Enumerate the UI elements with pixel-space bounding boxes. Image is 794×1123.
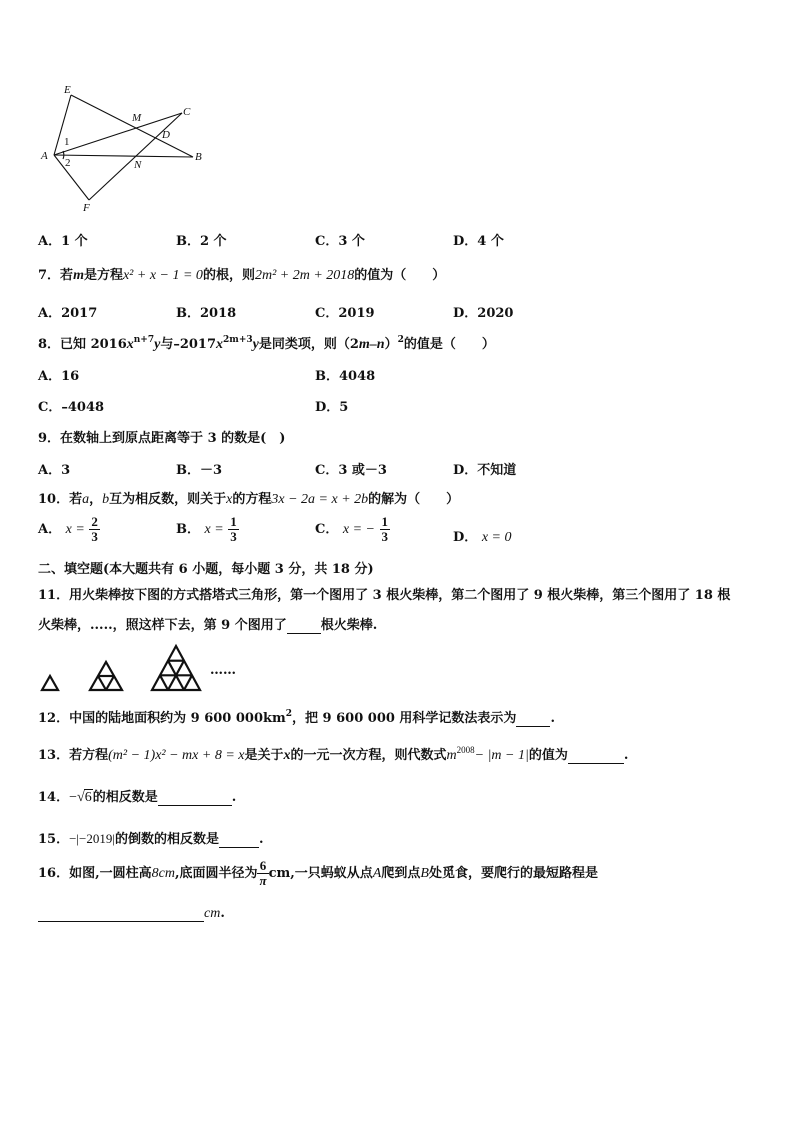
q7-equation: x² + x − 1 = 0 xyxy=(122,268,203,283)
q10-option-b-denominator: 3 xyxy=(230,529,237,544)
triangle-figure-1 xyxy=(42,676,58,690)
q6-option-a[interactable]: A．1 个 xyxy=(38,234,88,249)
q16-text-a: 如图,一圆柱高 xyxy=(69,866,152,881)
q10-text-pre: 若 xyxy=(69,492,83,507)
q9-option-a[interactable]: A．3 xyxy=(38,463,71,478)
q9-option-c[interactable]: C．3 或－3 xyxy=(315,463,387,478)
q10-var-b: b xyxy=(102,492,110,507)
q13-expr-rest: − |m − 1| xyxy=(474,748,529,763)
label-F: F xyxy=(83,202,90,214)
q8-option-b[interactable]: B．4048 xyxy=(315,369,376,384)
q8-number: 8． xyxy=(38,337,61,352)
q16-answer-blank[interactable] xyxy=(38,906,204,922)
label-D: D xyxy=(162,129,170,141)
q16-number: 16． xyxy=(38,866,70,881)
q7-var-m: m xyxy=(73,268,84,283)
q14-text-post: 的相反数是 xyxy=(92,790,158,805)
q8-square: 2 xyxy=(397,335,404,345)
triangle-figure-3 xyxy=(152,646,200,690)
q13-text-pre: 若方程 xyxy=(69,748,109,763)
q8-text-b: 与–2017 xyxy=(160,337,217,352)
q9-option-b[interactable]: B．－3 xyxy=(176,463,223,478)
q8-stem xyxy=(38,333,495,353)
q11-line2-b: 根火柴棒. xyxy=(320,618,378,633)
q9-option-d[interactable]: D．不知道 xyxy=(453,463,517,478)
q16-radius-numerator: 6 xyxy=(257,859,268,874)
q16-text-b: ,底面圆半径为 xyxy=(174,866,258,881)
geometry-figure xyxy=(36,82,216,217)
q15-text-post: 的倒数的相反数是 xyxy=(114,832,219,847)
q15-number: 15． xyxy=(38,832,70,847)
q16-text-e: 处觅食，要爬行的最短路程是 xyxy=(428,866,598,881)
q7-option-c[interactable]: C．2019 xyxy=(315,306,375,321)
q14-number: 14． xyxy=(38,790,70,805)
q13-end: . xyxy=(623,748,629,763)
q8-y1: y xyxy=(154,337,161,352)
q7-option-a[interactable]: A．2017 xyxy=(38,306,98,321)
q14-stem xyxy=(38,786,236,806)
q13-answer-blank[interactable] xyxy=(568,748,624,764)
q10-option-a-numerator: 2 xyxy=(91,514,98,529)
q10-number: 10． xyxy=(38,492,70,507)
q14-radicand: 6 xyxy=(84,790,92,805)
q7-number: 7． xyxy=(38,268,61,283)
q10-text-post: 的解为（ ） xyxy=(368,492,460,507)
q13-expr-base: m xyxy=(446,748,457,763)
q11-line2 xyxy=(38,614,377,634)
q8-x2: x xyxy=(216,337,224,352)
q10-var-x: x xyxy=(226,492,233,507)
q13-text-mid1: 是关于 xyxy=(244,748,284,763)
q10-stem xyxy=(38,488,459,508)
label-M: M xyxy=(132,112,142,124)
label-A: A xyxy=(41,150,48,162)
q8-mn: m–n xyxy=(358,337,385,352)
q16-radius-denominator: π xyxy=(259,873,267,888)
q7-text-post: 的值为（ ） xyxy=(354,268,446,283)
q10-sep: ， xyxy=(89,492,103,507)
q14-end: . xyxy=(231,790,237,805)
q8-text-e: 的值是（ ） xyxy=(403,337,495,352)
label-B: B xyxy=(195,151,202,163)
q10-option-a-label: A． xyxy=(38,522,62,537)
q11-answer-blank[interactable] xyxy=(287,618,321,634)
q10-option-c[interactable] xyxy=(315,515,390,544)
q8-text-d: ） xyxy=(384,337,398,352)
q8-text-a: 已知 2016 xyxy=(60,337,127,352)
sqrt-sign-icon: √ xyxy=(77,790,85,805)
q8-exp1: n+7 xyxy=(133,335,155,345)
q7-option-d[interactable]: D．2020 xyxy=(453,306,514,321)
q6-option-c[interactable]: C．3 个 xyxy=(315,234,365,249)
q10-var-a: a xyxy=(82,492,90,507)
q8-y2: y xyxy=(252,337,259,352)
q10-option-c-numerator: 1 xyxy=(381,514,389,529)
q16-text-c: cm,一只蚂蚁从点 xyxy=(268,866,373,881)
q6-option-d[interactable]: D．4 个 xyxy=(453,234,504,249)
q12-sup: 2 xyxy=(285,709,293,719)
q14-neg: − xyxy=(69,790,77,805)
q10-option-b-fraction xyxy=(228,515,239,544)
q13-expr-exp: 2008 xyxy=(456,745,475,755)
q7-option-b[interactable]: B．2018 xyxy=(176,306,237,321)
q11-ellipsis: …… xyxy=(210,663,236,678)
q13-var-x: x xyxy=(283,748,291,763)
section-fill-in-heading: 二、填空题(本大题共有 6 小题，每小题 3 分，共 18 分) xyxy=(38,562,374,577)
q13-equation: (m² − 1)x² − mx + 8 = x xyxy=(108,748,245,763)
q10-equation: 3x − 2a = x + 2b xyxy=(271,492,369,507)
q10-text-mid1: 互为相反数，则关于 xyxy=(109,492,227,507)
q12-text-a: 12．中国的陆地面积约为 9 600 000km xyxy=(38,711,286,726)
q13-stem xyxy=(38,744,628,764)
q7-stem xyxy=(38,264,445,284)
q9-stem: 9．在数轴上到原点距离等于 3 的数是( ) xyxy=(38,431,286,446)
q7-text-mid1: 是方程 xyxy=(83,268,123,283)
q14-answer-blank[interactable] xyxy=(158,790,232,806)
q15-expression: −|−2019| xyxy=(69,831,115,846)
q15-end: . xyxy=(258,832,264,847)
q8-option-d[interactable]: D．5 xyxy=(315,400,349,415)
q10-option-b-numerator: 1 xyxy=(230,514,237,529)
q16-stem xyxy=(38,859,598,888)
q8-exp2: 2m+3 xyxy=(223,335,253,345)
q10-option-d[interactable] xyxy=(453,526,511,546)
q7-expression: 2m² + 2m + 2018 xyxy=(254,268,355,283)
label-angle-2: 2 xyxy=(65,157,71,169)
q16-point-b: B xyxy=(420,866,429,881)
q15-answer-blank[interactable] xyxy=(219,832,259,848)
q12-text-c: . xyxy=(550,711,555,726)
q10-option-d-text: x = 0 xyxy=(481,530,512,545)
q8-text-c: 是同类项，则（2 xyxy=(258,337,359,352)
q10-option-a[interactable] xyxy=(38,515,100,544)
q16-radius-fraction xyxy=(257,859,268,888)
q10-option-b-lhs: x = xyxy=(204,522,224,537)
label-E: E xyxy=(64,84,71,96)
q16-answer-line xyxy=(38,906,225,922)
q10-option-c-denominator: 3 xyxy=(381,529,389,544)
q10-option-a-lhs: x = xyxy=(65,522,85,537)
q10-text-mid2: 的方程 xyxy=(232,492,272,507)
q6-option-b[interactable]: B．2 个 xyxy=(176,234,227,249)
q11-line1: 11．用火柴棒按下图的方式搭塔式三角形，第一个图用了 3 根火柴棒，第二个图用了 9 根火柴棒，第三个图用了 18 根 xyxy=(38,588,731,603)
q7-text-mid2: 的根，则 xyxy=(202,268,255,283)
q8-option-c[interactable]: C．–4048 xyxy=(38,400,105,415)
label-angle-1: 1 xyxy=(64,136,70,148)
q16-text-d: 爬到点 xyxy=(381,866,421,881)
q16-unit: cm xyxy=(204,906,221,921)
q10-option-a-fraction xyxy=(89,515,100,544)
q11-line2-a: 火柴棒，.....，照这样下去，第 9 个图用了 xyxy=(38,618,287,633)
q13-text-mid2: 的一元一次方程，则代数式 xyxy=(290,748,447,763)
q13-number: 13． xyxy=(38,748,70,763)
triangle-figure-2 xyxy=(90,662,122,690)
q16-end: . xyxy=(220,906,225,921)
q12-stem xyxy=(38,707,555,727)
q8-option-a[interactable]: A．16 xyxy=(38,369,80,384)
q16-point-a: A xyxy=(372,866,382,881)
label-C: C xyxy=(183,106,191,118)
q7-text-pre: 若 xyxy=(60,268,74,283)
label-N: N xyxy=(134,159,142,171)
q10-option-b[interactable] xyxy=(176,515,239,544)
q12-text-b: ，把 9 600 000 用科学记数法表示为 xyxy=(292,711,517,726)
q8-x1: x xyxy=(126,337,134,352)
q10-option-c-label: C． xyxy=(315,522,339,537)
q12-answer-blank[interactable] xyxy=(516,711,550,727)
q15-stem xyxy=(38,828,264,848)
q10-option-a-denominator: 3 xyxy=(91,529,98,544)
q16-height: 8cm xyxy=(151,866,175,881)
q10-option-c-fraction xyxy=(380,515,391,544)
q10-option-c-lhs: x = − xyxy=(342,522,375,537)
q13-text-post: 的值为 xyxy=(528,748,568,763)
q10-option-d-label: D． xyxy=(453,530,478,545)
q10-option-b-label: B． xyxy=(176,522,200,537)
